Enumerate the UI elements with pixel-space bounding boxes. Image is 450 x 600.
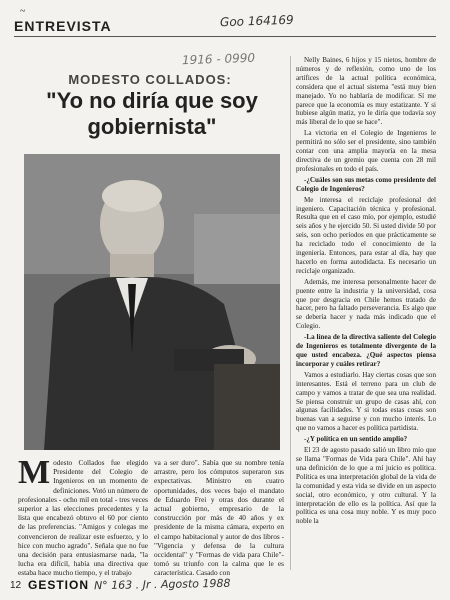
article-paragraph: El 23 de agosto pasado salió un libro mío que se llama "Formas de Vida para Chile". Ahí hay una definición de lo que a mí juicio es política. Política es una interpretación global de la vida de la comunidad y esta vida se divide en un aspecto social, otro económico, y otro cultural. Y la interpretación de ello es la política. Así que la política es una cosa muy noble. Y es muy poco noble la xyxy=(296,446,436,526)
column-left-text: odesto Collados fue elegido Presidente del Colegio de Ingenieros en un momento de definiciones. Votó un número de profesionales - ocho mil en total - tres veces superior a las elecciones precedentes y la lista que encabezó obtuvo el 60 por ciento de las preferencias. "Amigos y colegas me convencieron de realizar este esfuerzo, y lo hice con mucho agrado". Señala que no fue una decisión para entusiasmarse nada, "la lucha era difícil, había una directiva que estaba hace mucho tiempo, y el trabajo xyxy=(18,458,148,578)
page-number: 12 xyxy=(10,580,22,591)
article-headline: "Yo no diría que soy gobiernista" xyxy=(46,88,258,139)
column-middle-text: va a ser duro". Sabía que su nombre tenía arrastre, pero los cómputos superaron sus expectativas. Ministro en cuatro oportunidades, dos veces bajo el mandato de Eduardo Frei y otras dos durante el actual gobierno, empresario de la construcción por más de 40 años y ex presidente de la misma cámara, experto en el campo habitacional y autor de dos libros -"Vigencia y defensa de la cultura occidental" y "Formas de vida para Chile"- tomó su triunfo con la calma que le es característica. Casado con xyxy=(154,458,284,578)
article-paragraph: Vamos a estudiarlo. Hay ciertas cosas que son interesantes. Está el terreno para un club de campo y vamos a tratar de que sea una realidad. Se piensa construir un grupo de casas ahí, con algunas facilidades. Y si todas estas cosas son buenas van a seguirse y con mucho interés. Lo que no vamos a hacer es política partidista. xyxy=(296,370,436,433)
section-label: ENTREVISTA xyxy=(14,18,112,34)
portrait-photo xyxy=(24,154,280,450)
article-paragraph: Además, me interesa personalmente hacer de puente entre la industria y la universidad, cosa que por desgracia en Chile hemos tratado de hacer, pero ha faltado perseverancia. Es algo que se debería hacer y nada más indicado que el Colegio. xyxy=(296,277,436,331)
article-column-left xyxy=(18,454,148,578)
article-paragraph: Nelly Baines, 6 hijos y 15 nietos, hombre de números y de reflexión, como uno de los artífices de la actual política económica, considera que el actual sistema "está muy bien manejado. Yo no hablaría de modificar. Sí me parece que la economía es muy estatizante. Y si hubiese algún matiz, yo le diría que todavía soy más liberal de lo que se hace". xyxy=(296,56,436,127)
interview-question: -La línea de la directiva saliente del Colegio de Ingenieros es totalmente divergente de la que usted encabeza. ¿Qué aspectos piensa incorporar y cuáles retirar? xyxy=(296,333,436,368)
section-rule xyxy=(14,36,436,37)
article-kicker: MODESTO COLLADOS: xyxy=(68,72,232,87)
handwritten-code: 1916 - 0990 xyxy=(181,50,256,68)
handwritten-issue-note: N° 163 . Jr . Agosto 1988 xyxy=(93,576,231,593)
handwritten-mark: ~ xyxy=(20,6,26,17)
handwritten-reference: Goo 164169 xyxy=(219,12,294,30)
magazine-brand: GESTION xyxy=(28,578,90,592)
interview-question: -¿Y política en un sentido amplio? xyxy=(304,435,408,444)
portrait-illustration xyxy=(24,154,280,450)
article-paragraph: Me interesa el reciclaje profesional del ingeniero. Capacitación técnica y profesional. Resulta que en el caso mío, por ejemplo, estudié seis años y he ejercido 50. Si usted divide 50 por seis, son ocho períodos en que prácticamente se ha reciclado todo el conocimiento de la ingeniería. Entonces, para estar al día, hay que hacerlo en forma autodidacta. Es necesario un reciclaje organizado. xyxy=(296,195,436,275)
article-paragraph: La victoria en el Colegio de Ingenieros le permitirá no sólo ser el presidente, sino también contar con una amplia mayoría en la mesa directiva de un gremio que cuenta con 28 mil profesionales en todo el país. xyxy=(296,129,436,173)
column-divider xyxy=(290,56,291,570)
article-column-right xyxy=(296,56,436,528)
article-column-middle xyxy=(154,458,284,578)
interview-question: -¿Cuáles son sus metas como presidente del Colegio de Ingenieros? xyxy=(296,175,436,193)
drop-cap: M xyxy=(18,454,51,491)
